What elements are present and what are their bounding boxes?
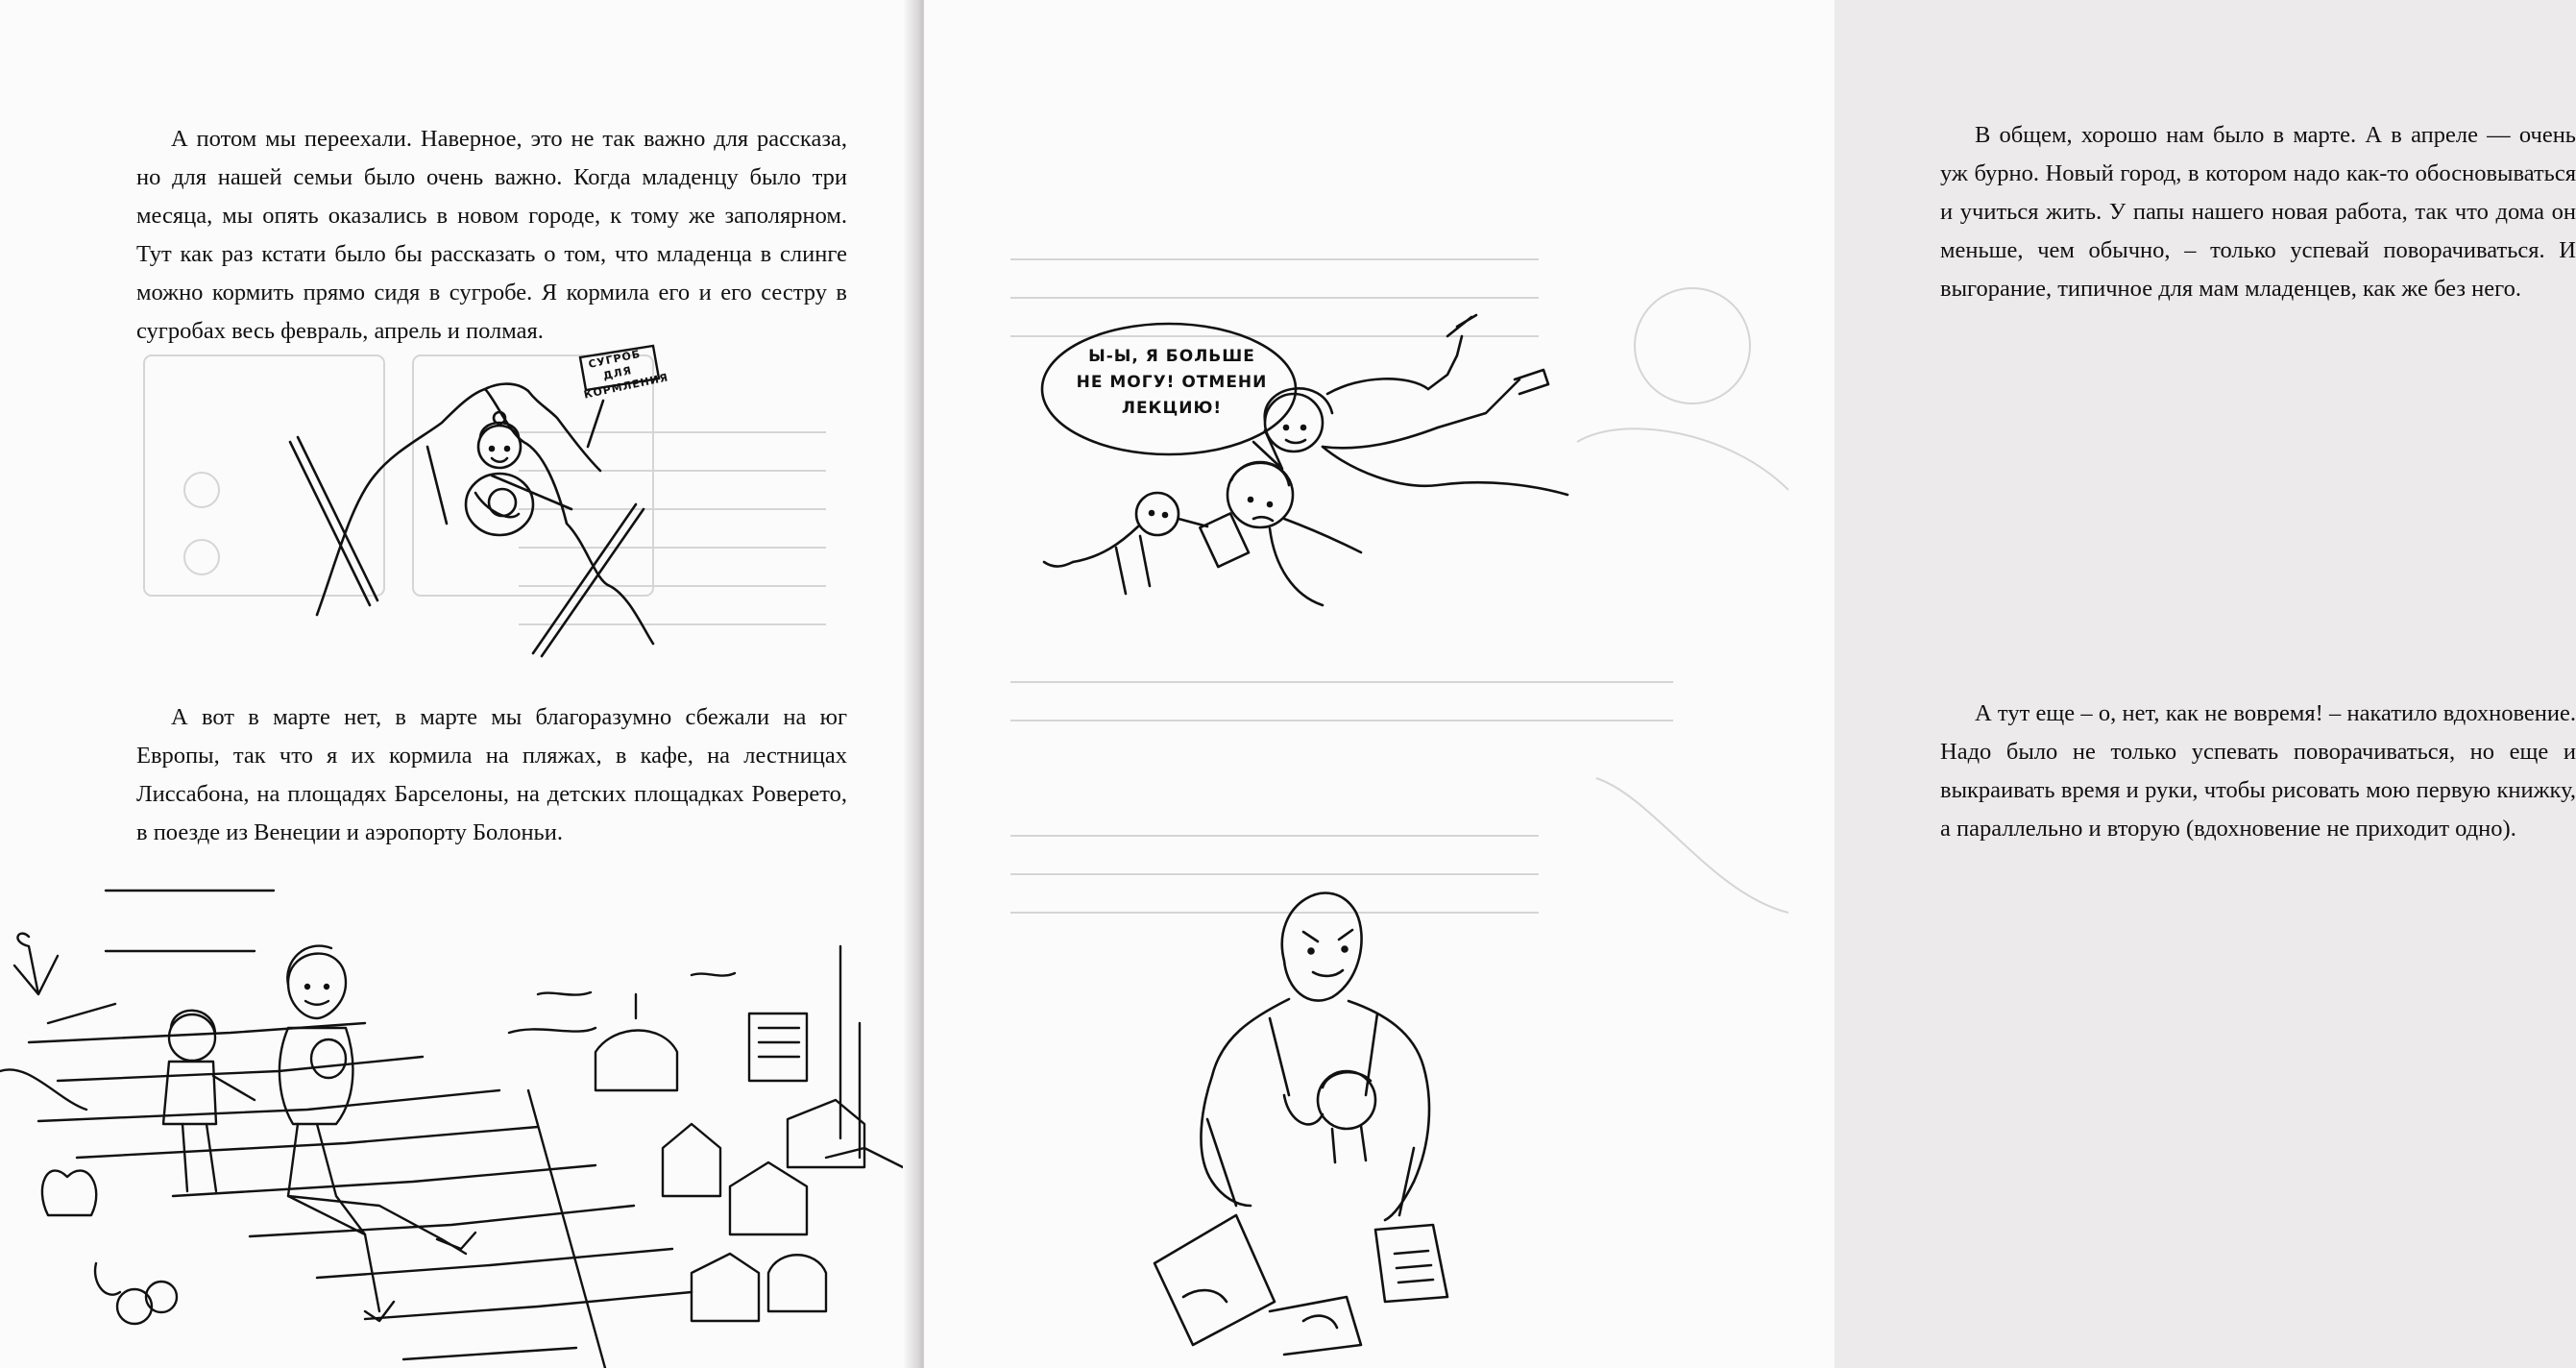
speech-bubble-line-2: НЕ МОГУ! ОТМЕНИ [1076,373,1268,392]
feeding-drift-sign: СУГРОБ ДЛЯ КОРМЛЕНИЯ [582,347,670,402]
right-paragraph-1: В общем, хорошо нам было в марте. А в апреле — очень уж бурно. Новый город, в котором надо как-то обосновываться и учиться жить. У папы нашего новая работа, так что дома он меньше, чем обычно, – только успевай поворачиваться. И выгорание, типичное для мам младенцев, как же без него. [1940,122,2576,302]
snowdrift-illustration [279,341,759,658]
right-paragraph-2: А тут еще – о, нет, как не вовремя! – накатило вдохновение. Надо было не только успевать поворачиваться, но еще и выкраивать время и руки, чтобы рисовать мою первую книжку, а параллельно и вторую (вдохновение не приходит одно). [1940,700,2576,842]
speech-bubble-line-3: ЛЕКЦИЮ! [1121,399,1223,418]
city-steps-illustration [0,869,917,1368]
drawing-mother-illustration [1126,874,1606,1355]
right-page [924,0,2576,1368]
speech-bubble [1051,344,1293,422]
left-paragraph-1: А потом мы переехали. Наверное, это не так важно для рассказа, но для нашей семьи было очень важно. Когда младенцу было три месяца, мы опять оказались в новом городе, к тому же заполярном. Тут как раз кстати было бы рассказать о том, что младенца в слинге можно кормить прямо сидя в сугробе. Я кормила его и его сестру в сугробах весь февраль, апрель и полмая. [136,126,847,344]
speech-bubble-line-1: Ы-Ы, Я БОЛЬШЕ [1088,347,1255,366]
left-page [0,0,917,1368]
left-paragraph-2: А вот в марте нет, в марте мы благоразумно сбежали на юг Европы, так что я их кормила на пляжах, в кафе, на лестницах Лиссабона, на площадях Барселоны, на детских площадках Роверето, в поезде из Венеции и аэропорту Болоньи. [136,704,847,845]
sign-board [576,344,670,406]
